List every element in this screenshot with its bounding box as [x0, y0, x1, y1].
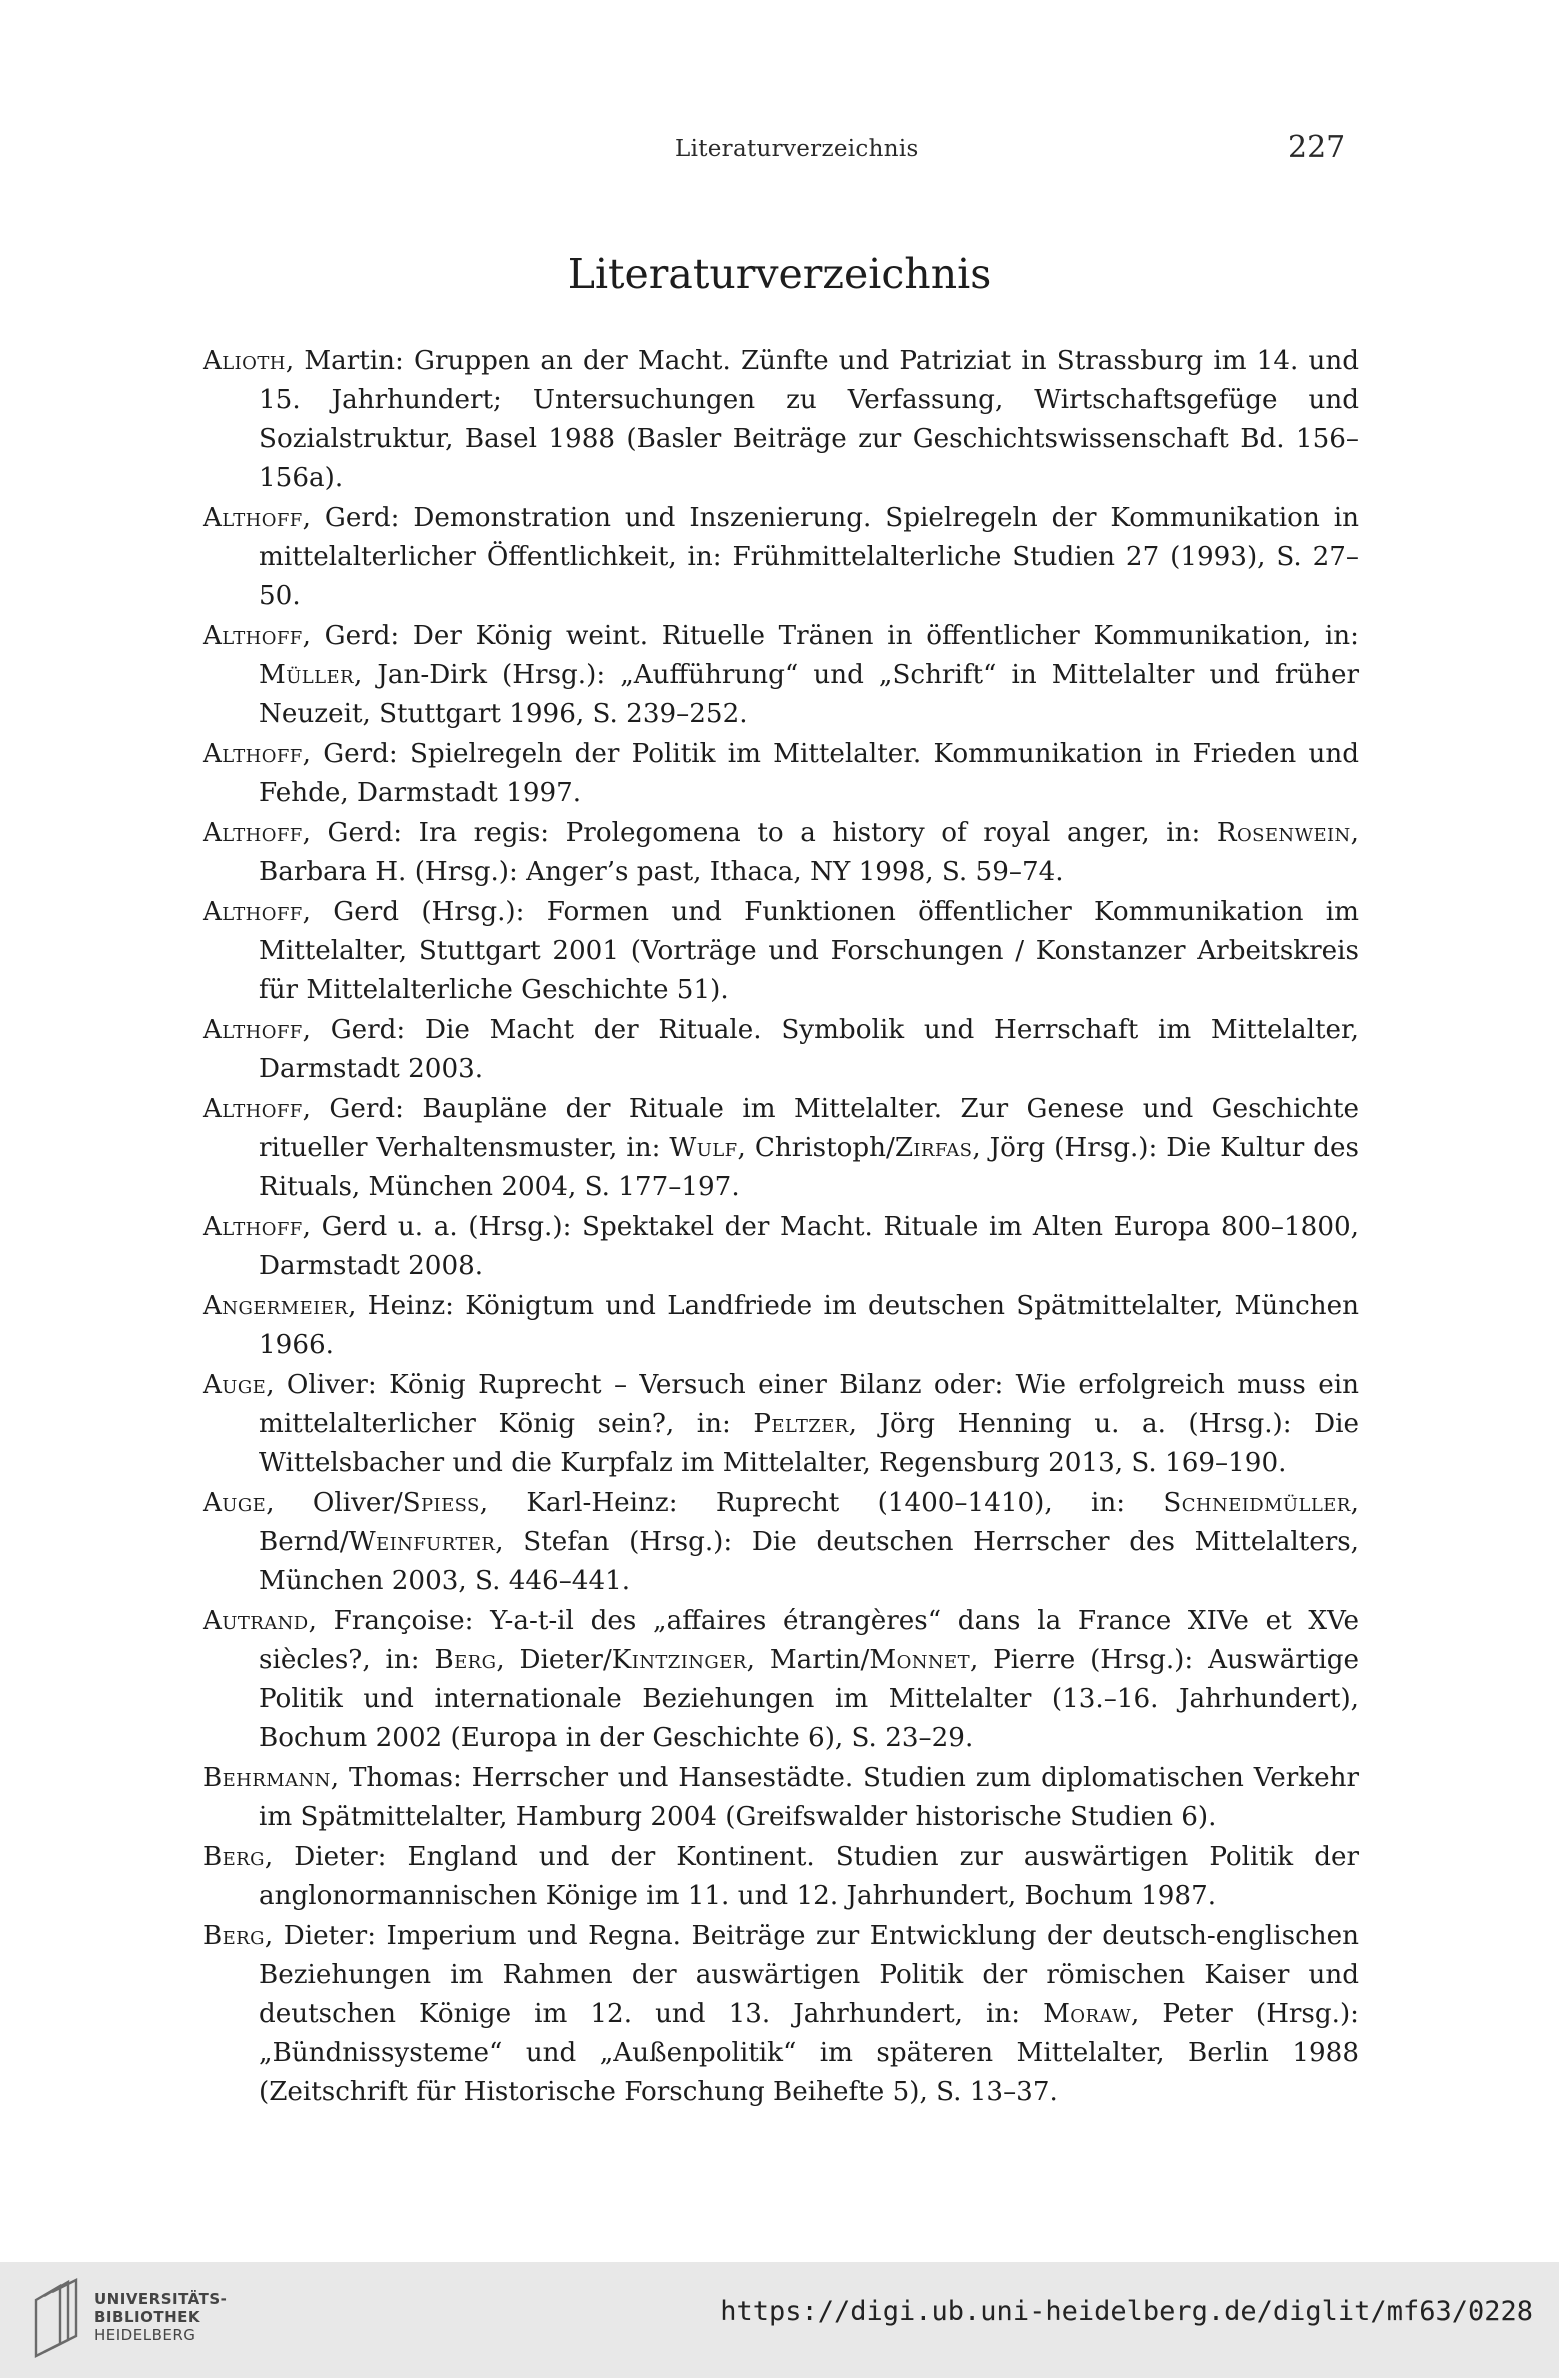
entry-text: , Jan-Dirk (Hrsg.): „Aufführung“ und „Schrift“ in Mittelalter und früher Neuzeit, Stuttgart 1996, S. 239–252.	[259, 660, 1359, 729]
logo-line-2: BIBLIOTHEK	[94, 2308, 200, 2326]
entry-text: , Thomas: Herrscher und Hansestädte. Studien zum diplomatischen Verkehr im Spätmittelalter, Hamburg 2004 (Greifswalder historische Studien 6).	[259, 1763, 1359, 1832]
bibliography-entry	[203, 617, 1359, 734]
bibliography-entry	[203, 814, 1359, 892]
author-name: Schneidmüller	[1163, 1488, 1351, 1518]
author-name: Alioth	[203, 346, 286, 376]
bibliography-entry	[203, 893, 1359, 1010]
bibliography-entry	[203, 1484, 1359, 1601]
entry-text: , Martin: Gruppen an der Macht. Zünfte und Patriziat in Strassburg im 14. und 15. Jahrhundert; Untersuchungen zu Verfassung, Wirtschaftsgefüge und Sozialstruktur, Basel 1988 (Basler Beiträge zur Geschichtswissenschaft Bd. 156–156a).	[259, 346, 1359, 493]
bibliography-entry	[203, 1759, 1359, 1837]
bibliography-entry	[203, 1602, 1359, 1758]
author-name: Kintzinger	[611, 1645, 747, 1675]
bibliography-entry	[203, 1917, 1359, 2112]
author-name: Autrand	[203, 1606, 309, 1636]
entry-text: , Oliver/	[266, 1488, 403, 1518]
bibliography-list	[203, 342, 1359, 2113]
author-name: Althoff	[203, 897, 303, 927]
author-name: Auge	[203, 1488, 267, 1518]
author-name: Weinfurter	[348, 1527, 496, 1557]
bibliography-entry	[203, 342, 1359, 498]
author-name: Althoff	[203, 739, 303, 769]
library-logo[interactable]	[30, 2274, 260, 2364]
entry-text: , Stefan (Hrsg.): Die deutschen Herrscher des Mittelalters, München 2003, S. 446–441.	[259, 1527, 1359, 1596]
entry-text: , Karl-Heinz: Ruprecht (1400–1410), in:	[479, 1488, 1164, 1518]
author-name: Moraw	[1043, 1999, 1131, 2029]
entry-text: , Pierre (Hrsg.): Auswärtige Politik und internationale Beziehungen im Mittelalter (13.–16. Jahrhundert), Bochum 2002 (Europa in der Geschichte 6), S. 23–29.	[259, 1645, 1359, 1753]
entry-text: , Jörg (Hrsg.): Die Kultur des Rituals, München 2004, S. 177–197.	[259, 1133, 1359, 1202]
author-name: Althoff	[203, 1094, 303, 1124]
bibliography-entry	[203, 735, 1359, 813]
bibliography-entry	[203, 499, 1359, 616]
author-name: Wulf	[669, 1133, 738, 1163]
author-name: Althoff	[203, 503, 303, 533]
entry-text: , Peter (Hrsg.): „Bündnissysteme“ und „Außenpolitik“ im späteren Mittelalter, Berlin 1988 (Zeitschrift für Historische Forschung Beihefte 5), S. 13–37.	[259, 1999, 1359, 2107]
author-name: Berg	[203, 1921, 265, 1951]
logo-line-3: HEIDELBERG	[94, 2326, 196, 2344]
author-name: Rosenwein	[1216, 818, 1351, 848]
author-name: Althoff	[203, 818, 303, 848]
page-number: 227	[1288, 130, 1346, 165]
library-logo-text	[94, 2290, 227, 2344]
bibliography-entry	[203, 1838, 1359, 1916]
author-name: Behrmann	[203, 1763, 331, 1793]
running-head: Literaturverzeichnis	[675, 136, 919, 162]
entry-text: , Heinz: Königtum und Landfriede im deutschen Spätmittelalter, München 1966.	[259, 1291, 1359, 1360]
source-url[interactable]: https://digi.ub.uni-heidelberg.de/diglit/mf63/0228	[720, 2296, 1533, 2327]
author-name: Monnet	[869, 1645, 970, 1675]
bibliography-entry	[203, 1011, 1359, 1089]
entry-text: , Gerd: Baupläne der Rituale im Mittelalter. Zur Genese und Geschichte ritueller Verhaltensmuster, in:	[259, 1094, 1359, 1163]
bibliography-entry	[203, 1090, 1359, 1207]
bibliography-entry	[203, 1208, 1359, 1286]
entry-text: , Françoise: Y-a-t-il des „affaires étrangères“ dans la France XIVe et XVe siècles?, in:	[259, 1606, 1359, 1675]
entry-text: , Barbara H. (Hrsg.): Anger’s past, Ithaca, NY 1998, S. 59–74.	[259, 818, 1359, 887]
library-logo-icon	[30, 2278, 86, 2358]
author-name: Berg	[203, 1842, 265, 1872]
bibliography-entry	[203, 1366, 1359, 1483]
bibliography-entry	[203, 1287, 1359, 1365]
entry-text: , Dieter/	[496, 1645, 612, 1675]
author-name: Müller	[259, 660, 354, 690]
logo-line-1: UNIVERSITÄTS-	[94, 2290, 228, 2308]
entry-text: , Gerd: Demonstration und Inszenierung. Spielregeln der Kommunikation in mittelalterlicher Öffentlichkeit, in: Frühmittelalterliche Studien 27 (1993), S. 27–50.	[259, 503, 1359, 611]
entry-text: , Oliver: König Ruprecht – Versuch einer Bilanz oder: Wie erfolgreich muss ein mittelalterlicher König sein?, in:	[259, 1370, 1359, 1439]
entry-text: , Dieter: Imperium und Regna. Beiträge zur Entwicklung der deutsch-englischen Beziehungen im Rahmen der auswärtigen Politik der römischen Kaiser und deutschen Könige im 12. und 13. Jahrhundert, in:	[259, 1921, 1359, 2029]
entry-text: , Christoph/	[737, 1133, 895, 1163]
author-name: Auge	[203, 1370, 267, 1400]
entry-text: , Gerd: Spielregeln der Politik im Mittelalter. Kommunikation in Frieden und Fehde, Darmstadt 1997.	[259, 739, 1359, 808]
author-name: Althoff	[203, 621, 303, 651]
entry-text: , Gerd u. a. (Hrsg.): Spektakel der Macht. Rituale im Alten Europa 800–1800, Darmstadt 2008.	[259, 1212, 1359, 1281]
author-name: Angermeier	[203, 1291, 349, 1321]
entry-text: , Martin/	[746, 1645, 870, 1675]
entry-text: , Dieter: England und der Kontinent. Studien zur auswärtigen Politik der anglonormannischen Könige im 11. und 12. Jahrhundert, Bochum 1987.	[259, 1842, 1359, 1911]
entry-text: , Gerd (Hrsg.): Formen und Funktionen öffentlicher Kommunikation im Mittelalter, Stuttgart 2001 (Vorträge und Forschungen / Konstanzer Arbeitskreis für Mittelalterliche Geschichte 51).	[259, 897, 1359, 1005]
entry-text: , Bernd/	[259, 1488, 1359, 1557]
author-name: Zirfas	[894, 1133, 973, 1163]
entry-text: , Gerd: Ira regis: Prolegomena to a history of royal anger, in:	[302, 818, 1217, 848]
author-name: Peltzer	[753, 1409, 849, 1439]
entry-text: , Jörg Henning u. a. (Hrsg.): Die Wittelsbacher und die Kurpfalz im Mittelalter, Regensburg 2013, S. 169–190.	[259, 1409, 1359, 1478]
author-name: Spiess	[402, 1488, 480, 1518]
entry-text: , Gerd: Die Macht der Rituale. Symbolik und Herrschaft im Mittelalter, Darmstadt 2003.	[259, 1015, 1359, 1084]
author-name: Althoff	[203, 1212, 303, 1242]
author-name: Berg	[434, 1645, 497, 1675]
entry-text: , Gerd: Der König weint. Rituelle Tränen in öffentlicher Kommunikation, in:	[302, 621, 1359, 651]
page-title: Literaturverzeichnis	[567, 250, 992, 298]
author-name: Althoff	[203, 1015, 303, 1045]
